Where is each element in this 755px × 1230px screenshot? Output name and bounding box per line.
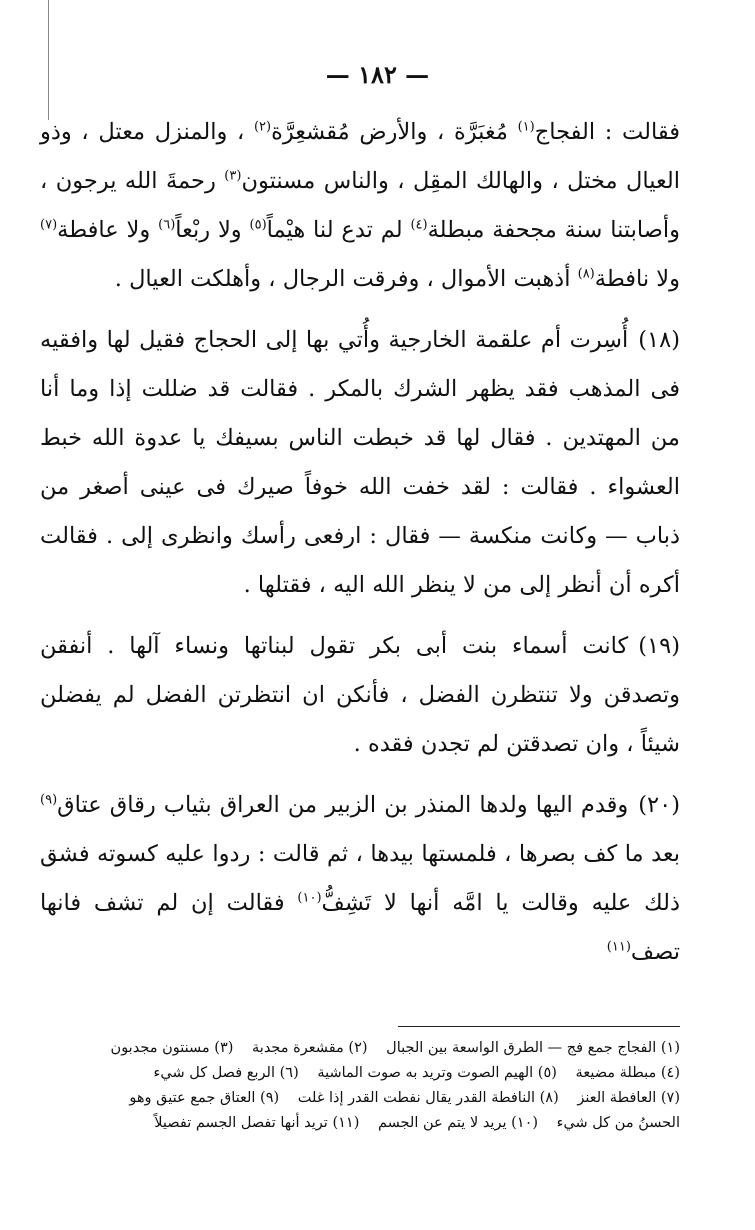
text-segment: فقالت : الفجاج: [534, 119, 680, 145]
footnote-ref: (١٠): [297, 890, 322, 906]
footnote-ref: (٥): [249, 217, 267, 233]
text-segment: فقالت إن لم تشف فانها تصف: [40, 890, 680, 965]
footnote-ref: (١): [517, 119, 535, 135]
footnote-line: [30, 1086, 680, 1111]
footnote: (٢) مقشعرة مجدبة: [252, 1040, 368, 1056]
text-segment: أُسِرت أم علقمة الخارجية وأُتي بها إلى الحجاج فقيل لها وافقيه فى المذهب فقد يظهر الشرك بالمكر . فقالت قد ضللت إذا وما أنا من المهتدين . فقال لها قد خبطت الناس بسيفك يا عدوة الله خبط العشواء . فقالت : لقد خفت الله خوفاً صيرك فى عينى أصغر من ذباب — وكانت منكسة — فقال : ارفعى رأسك وانظرى إلى . فقالت أكره أن أنظر إلى من لا ينظر الله اليه ، فقتلها .: [40, 327, 680, 598]
footnote: الحسنُ من كل شيء: [556, 1115, 680, 1131]
footnote: (٩) العتاق جمع عتيق وهو: [129, 1090, 280, 1106]
text-segment: رحمةَ الله يرجون ، وأصابتنا سنة مجحفة مبطلة: [40, 168, 681, 243]
text-segment: ولا ربْعاً: [175, 217, 250, 243]
footnote-ref: (٦): [158, 217, 176, 233]
text-segment: بعد ما كف بصرها ، فلمستها بيدها ، ثم قالت : ردوا عليه كسوته فشق ذلك عليه وقالت يا امَّه أنها لا تَشِفُّ: [40, 841, 680, 916]
footnote-line: [30, 1036, 680, 1061]
footnote-ref: (٢): [253, 119, 272, 135]
footnote: (٤) مبطلة مضيعة: [575, 1065, 680, 1081]
footnote: (١٠) يريد لا يتم عن الجسم: [377, 1115, 539, 1131]
footnote-ref: (٩): [40, 792, 58, 808]
footnote: (٣) مسنتون مجدبون: [110, 1040, 234, 1056]
paragraph-number: (٢٠): [638, 792, 680, 818]
text-segment: ، والمنزل معتل ، وذو العيال مختل ، والهالك المقِل ، والناس مسنتون: [40, 119, 680, 194]
paragraph-intro: [40, 108, 680, 304]
footnote: (١) الفجاج جمع فج — الطرق الواسعة بين الجبال: [386, 1040, 680, 1056]
text-segment: ولا نافطة: [594, 266, 680, 292]
footnote: (١١) تريد أنها تفصل الجسم تفصيلاً: [154, 1115, 360, 1131]
footnote: (٧) العافطة العنز: [577, 1090, 680, 1106]
footnote: (٦) الربع فصل كل شيء: [153, 1065, 299, 1081]
text-segment: وقدم اليها ولدها المنذر بن الزبير من العراق بثياب رقاق عتاق: [57, 792, 629, 818]
paragraph-19: [40, 622, 680, 769]
paragraph-number: (١٩): [638, 633, 680, 659]
footnote-line: [30, 1061, 680, 1086]
text-segment: أذهبت الأموال ، وفرقت الرجال ، وأهلكت العيال .: [114, 266, 578, 292]
footnote-separator: [398, 1026, 680, 1027]
text-segment: لم تدع لنا هيْماً: [266, 217, 411, 243]
footnote: (٨) النافطة القدر يقال نفطت القدر إذا غلت: [297, 1090, 559, 1106]
footnote-ref: (٣): [224, 168, 242, 184]
footnote-ref: (٨): [577, 266, 595, 282]
footnote: (٥) الهيم الصوت وتريد به صوت الماشية: [317, 1065, 557, 1081]
body-text: [40, 108, 680, 989]
paragraph-number: (١٨): [638, 327, 680, 353]
text-segment: ولا عافطة: [57, 217, 159, 243]
footnote-ref: (٧): [40, 217, 58, 233]
text-segment: مُغبَرَّة ، والأرض مُقشعِرَّة: [271, 119, 518, 145]
text-segment: كانت أسماء بنت أبى بكر تقول لبناتها ونساء آلها . أنفقن وتصدقن ولا تنتظرن الفضل ، فأنكن ان انتظرتن الفضل لم يفضلن شيئاً ، وان تصدقتن لم تجدن فقده .: [40, 633, 680, 757]
paragraph-18: [40, 316, 680, 610]
page-number: — ١٨٢ —: [325, 60, 430, 89]
footnote-ref: (١١): [606, 939, 631, 955]
footnotes: [30, 1036, 680, 1136]
footnote-line: [30, 1111, 680, 1136]
paragraph-20: [40, 781, 680, 977]
footnote-ref: (٤): [410, 217, 428, 233]
